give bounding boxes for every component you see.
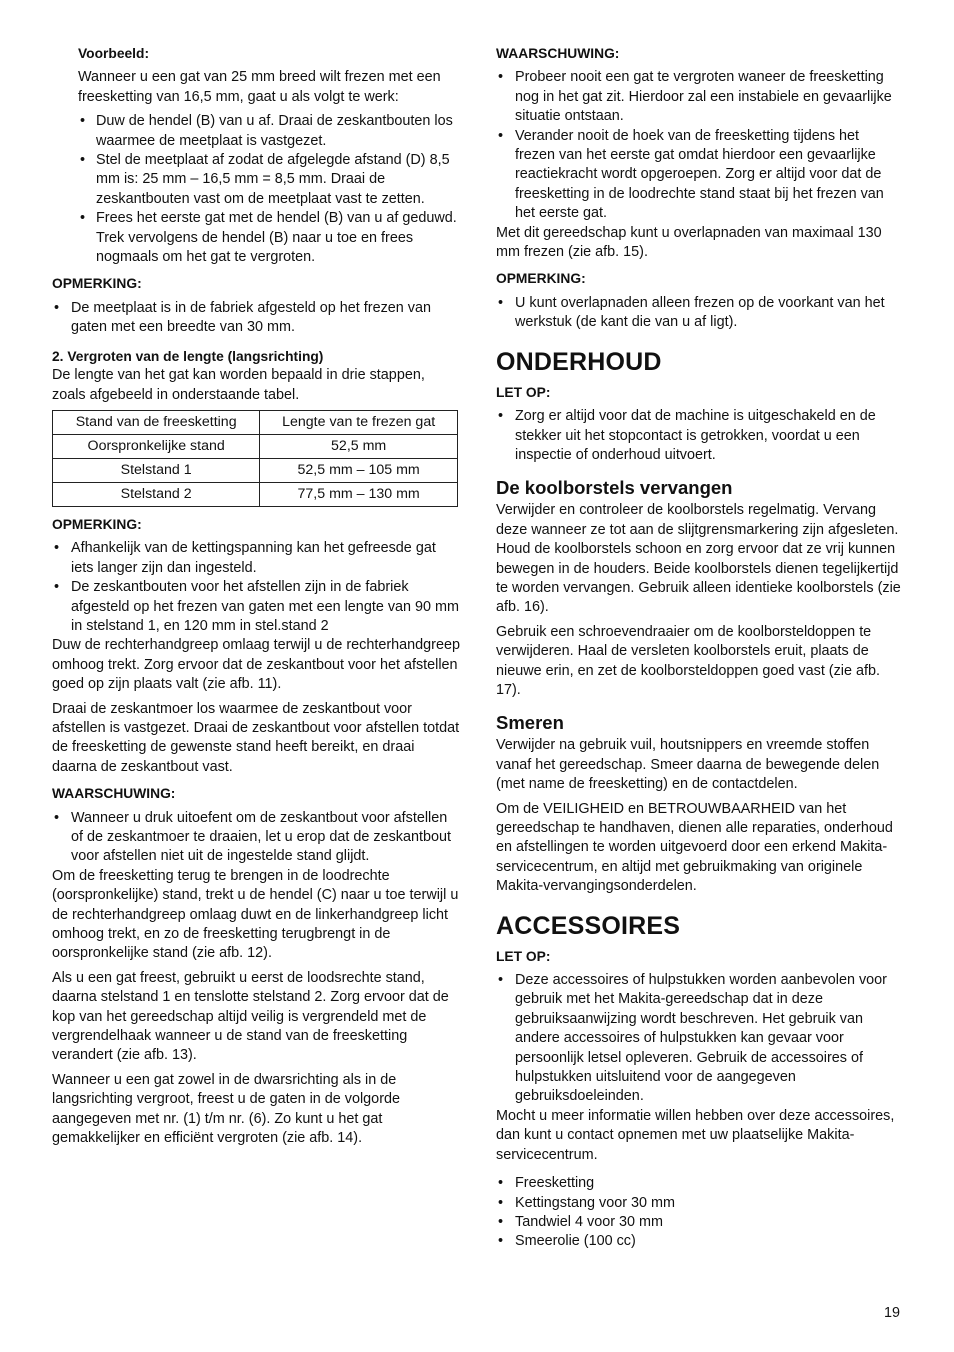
example-steps <box>78 112 460 267</box>
note-label: OPMERKING: <box>52 276 142 292</box>
length-table <box>52 410 458 507</box>
table-header: Lengte van te frezen gat <box>260 410 458 434</box>
list-item: • Tandwiel 4 voor 30 mm <box>496 1213 902 1232</box>
table-cell: 52,5 mm – 105 mm <box>260 458 458 482</box>
list-item: • Frees het eerste gat met de hendel (B) van u af geduwd. Trek vervolgens de hendel (B) naar u toe en frees nogmaals om het gat te vergroten. <box>78 209 460 267</box>
list-item: • Freesketting <box>496 1174 902 1193</box>
list-item: • U kunt overlapnaden alleen frezen op de voorkant van het werkstuk (de kant die van u af ligt). <box>496 294 902 333</box>
table-cell: Stelstand 2 <box>53 482 260 506</box>
list-item: • Afhankelijk van de kettingspanning kan het gefreesde gat iets langer zijn dan ingesteld. <box>52 539 460 578</box>
warning-list <box>496 68 902 223</box>
list-item: • Probeer nooit een gat te vergroten waneer de freesketting nog in het gat zit. Hierdoor zal een instabiele en gevaarlijke situatie ontstaan. <box>496 68 902 126</box>
right-column <box>496 44 902 1257</box>
table-header-row <box>53 410 458 434</box>
note-list <box>52 299 460 338</box>
paragraph: Als u een gat freest, gebruikt u eerst de loodsrechte stand, daarna stelstand 1 en tenslotte stelstand 2. Zorg ervoor dat de kop van het gereedschap altijd veilig is vergrendeld met de vergrendelhaak wanneer u de stand van de freesketting verandert (zie afb. 13). <box>52 969 449 1064</box>
page-number: 19 <box>884 1305 901 1321</box>
list-item: • Kettingstang voor 30 mm <box>496 1194 902 1213</box>
list-item: • Deze accessoires of hulpstukken worden aanbevolen voor gebruik met het Makita-gereedschap dat in deze gebruiksaanwijzing wordt beschreven. Het gebruik van andere accessoires of hulpstukken kan gevaar voor persoonlijk letsel opleveren. Gebruik de accessoires of hulpstukken uitsluitend voor de aangegeven gebruiksdoeleinden. <box>496 971 902 1107</box>
list-item: • Duw de hendel (B) van u af. Draai de zeskantbouten los waarmee de meetplaat is vastgezet. <box>78 112 460 151</box>
paragraph: Gebruik een schroevendraaier om de koolborsteldoppen te verwijderen. Haal de versleten koolborstels eruit, plaats de nieuwe erin, en zet de koolborsteldoppen goed vast (zie afb. 17). <box>496 623 881 698</box>
table-cell: Oorspronkelijke stand <box>53 434 260 458</box>
section-title: 2. Vergroten van de lengte (langsrichting) <box>52 348 324 364</box>
caution-label: LET OP: <box>496 948 551 964</box>
paragraph: Met dit gereedschap kunt u overlapnaden van maximaal 130 mm frezen (zie afb. 15). <box>496 224 882 261</box>
list-item: • Stel de meetplaat af zodat de afgelegde afstand (D) 8,5 mm is: 25 mm – 16,5 mm = 8,5 mm. Draai de zeskantbouten vast om de meetplaat vast te zetten. <box>78 151 460 209</box>
note-label: OPMERKING: <box>496 271 586 287</box>
example-text: Wanneer u een gat van 25 mm breed wilt frezen met een freesketting van 16,5 mm, gaat u als volgt te werk: <box>78 69 441 105</box>
paragraph: Om de VEILIGHEID en BETROUWBAARHEID van het gereedschap te handhaven, dienen alle reparaties, onderhoud en afstellingen te worden uitgevoerd door een erkend Makita-servicecentrum, en altijd met gebruikmaking van originele Makita-vervangingsonderdelen. <box>496 800 893 895</box>
section-text: De lengte van het gat kan worden bepaald in drie stappen, zoals afgebeeld in onderstaande tabel. <box>52 367 425 403</box>
warning-label: WAARSCHUWING: <box>52 786 176 802</box>
example-label: Voorbeeld: <box>78 46 150 61</box>
table-row <box>53 482 458 506</box>
heading-smeren: Smeren <box>496 712 564 734</box>
list-item: • Wanneer u druk uitoefent om de zeskantbout voor afstellen of de zeskantmoer te draaien, let u erop dat de zeskantbout voor afstellen niet uit de ingestelde stand glijdt. <box>52 809 460 867</box>
list-item: • Smeerolie (100 cc) <box>496 1232 902 1251</box>
paragraph: Wanneer u een gat zowel in de dwarsrichting als in de langsrichting vergroot, freest u de gaten in de volgorde aangegeven met nr. (1) t/m nr. (6). Zo kunt u het gat gemakkelijker en efficiënt vergroten (zie afb. 14). <box>52 1071 400 1147</box>
note-list <box>496 294 902 333</box>
warning-label: WAARSCHUWING: <box>496 46 620 61</box>
table-cell: 52,5 mm <box>260 434 458 458</box>
list-item: • De meetplaat is in de fabriek afgesteld op het frezen van gaten met een breedte van 30 mm. <box>52 299 460 338</box>
paragraph: Om de freesketting terug te brengen in de loodrechte (oorspronkelijke) stand, trekt u de hendel (C) naar u toe terwijl u de rechterhandgreep omlaag duwt en de linkerhandgreep licht omhoog trekt, en zo de freesketting terugbrengt in de oorspronkelijke stand (zie afb. 12). <box>52 867 459 962</box>
table-row <box>53 458 458 482</box>
paragraph: Duw de rechterhandgreep omlaag terwijl u de rechterhandgreep omhoog trekt. Zorg ervoor dat de zeskantbout voor het afstellen goed op zijn plaats valt (zie afb. 11). <box>52 637 460 693</box>
example-block <box>52 44 460 267</box>
paragraph: Draai de zeskantmoer los waarmee de zeskantbout voor afstellen is vastgezet. Draai de zeskantbout voor afstellen totdat de freesketting de gewenste stand heeft bereikt, en draai daarna de zeskantbout vast. <box>52 700 460 775</box>
paragraph: Verwijder na gebruik vuil, houtsnippers en vreemde stoffen vanaf het gereedschap. Smeer daarna de bewegende delen (met name de freesketting) en de contactdelen. <box>496 737 880 793</box>
heading-koolborstels: De koolborstels vervangen <box>496 477 733 499</box>
accessory-list <box>496 1174 902 1252</box>
note-list <box>52 539 460 636</box>
list-item: • Verander nooit de hoek van de freesketting tijdens het frezen van het eerste gat omdat hierdoor een gevaarlijke reactiekracht wordt opgeroepen. Zorg er altijd voor dat de freesketting in de loodrechte stand staat bij het frezen van het eerste gat. <box>496 127 902 224</box>
note-label: OPMERKING: <box>52 516 142 532</box>
list-item: • Zorg er altijd voor dat de machine is uitgeschakeld en de stekker uit het stopcontact is getrokken, voordat u een inspectie of onderhoud uitvoert. <box>496 407 902 465</box>
table-row <box>53 434 458 458</box>
heading-onderhoud: ONDERHOUD <box>496 347 662 376</box>
caution-label: LET OP: <box>496 384 551 400</box>
table-cell: Stelstand 1 <box>53 458 260 482</box>
caution-list <box>496 971 902 1107</box>
list-item: • De zeskantbouten voor het afstellen zijn in de fabriek afgesteld op het frezen van gaten met een lengte van 90 mm in stelstand 1, en 120 mm in stel.stand 2 <box>52 578 460 636</box>
paragraph: Mocht u meer informatie willen hebben over deze accessoires, dan kunt u contact opnemen met uw plaatselijke Makita-servicecentrum. <box>496 1107 895 1163</box>
left-column <box>52 44 460 1154</box>
heading-accessoires: ACCESSOIRES <box>496 911 681 940</box>
caution-list <box>496 407 902 465</box>
paragraph: Verwijder en controleer de koolborstels regelmatig. Vervang deze wanneer ze tot aan de slijtgrensmarkering zijn afgesleten. Houd de koolborstels schoon en zorg ervoor dat ze vrij kunnen bewegen in de houders. Beide koolborstels dienen tegelijkertijd te worden vervangen. Gebruik alleen identieke koolborstels (zie afb. 16). <box>496 502 901 616</box>
table-header: Stand van de freesketting <box>53 410 260 434</box>
warning-list <box>52 809 460 867</box>
table-cell: 77,5 mm – 130 mm <box>260 482 458 506</box>
